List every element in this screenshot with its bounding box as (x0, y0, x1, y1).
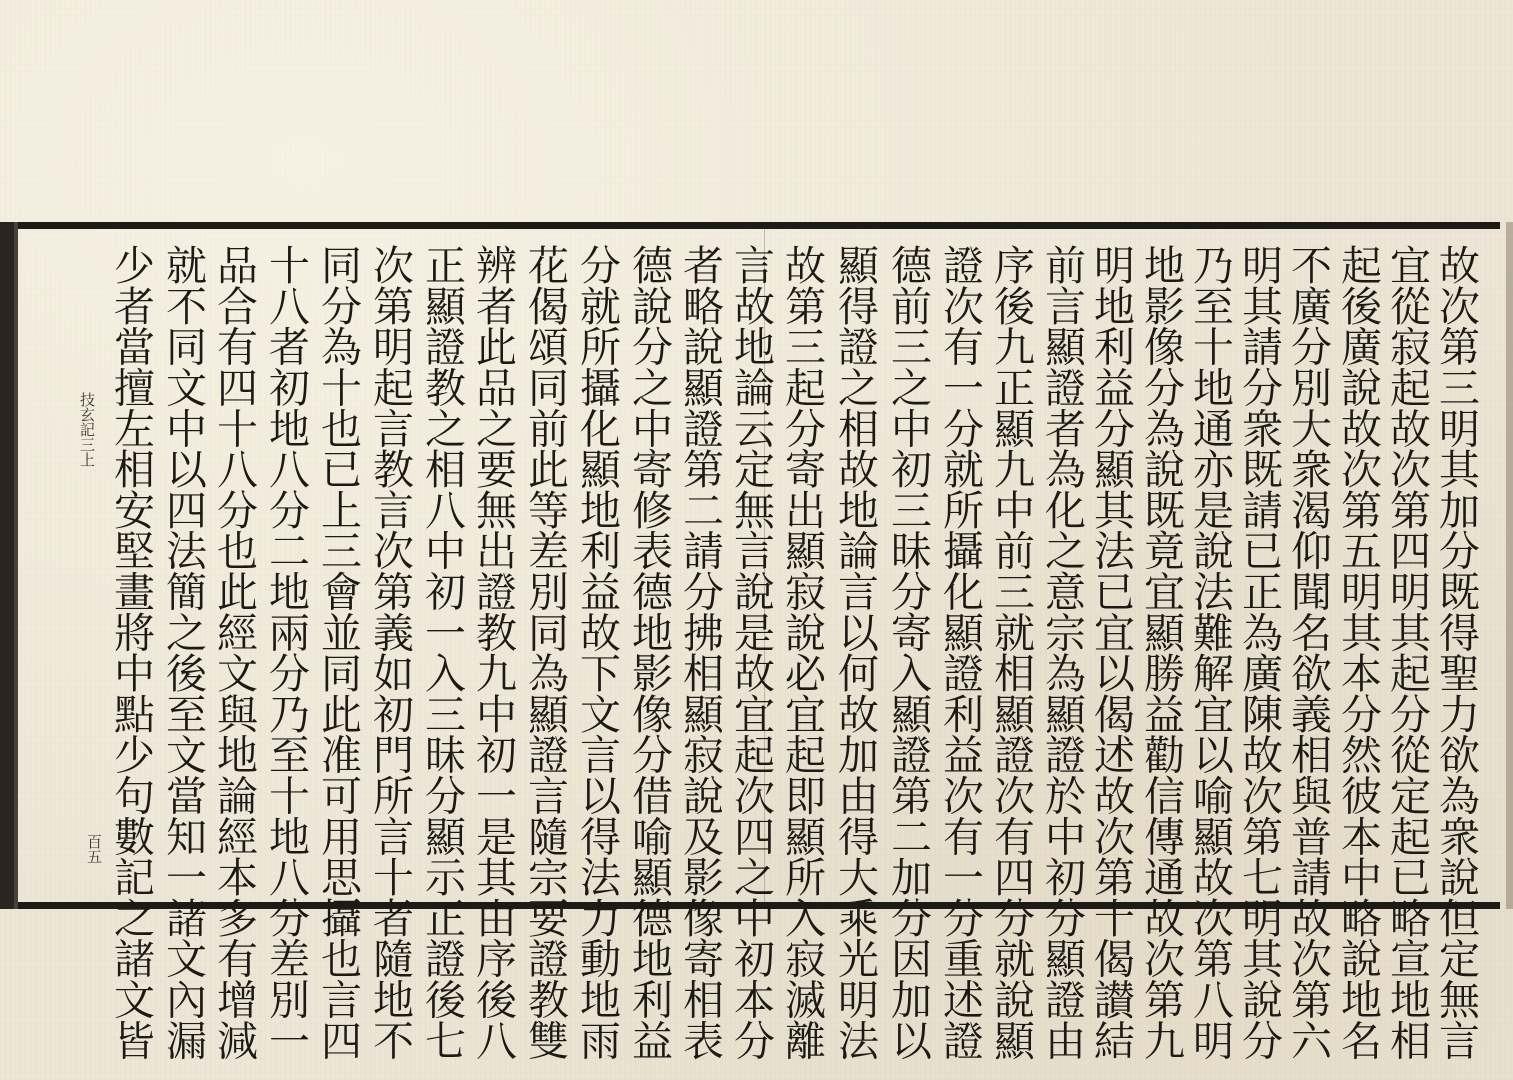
text-column-8: 明地利益分顯其法已宜以偈述故次第十偈讃結 (1087, 244, 1135, 1061)
text-column-1: 故次第三明其加分既得聖力欲為衆說但定無言 (1432, 244, 1480, 1061)
text-column-11: 證次有一分就所攝化顯證利益次有一分重述證 (936, 244, 984, 1061)
text-column-13: 顯得證之相故地論言以何故加由得大乘光明法 (831, 244, 879, 1061)
text-column-14: 故第三起分寄出顯寂說必宜起即顯所入寂滅離 (778, 244, 826, 1061)
text-column-17: 德說分之中寄修表德地影像分借喻顯德地利益 (625, 244, 673, 1061)
text-column-20: 辨者此品之要無出證教九中初一是其由序後八 (469, 244, 517, 1061)
text-column-3: 起後廣說故次第五明其本分然彼本中略說地名 (1334, 244, 1382, 1061)
left-border-line (0, 222, 24, 909)
text-column-4: 不廣分別大衆渴仰聞名欲義相與普請故次第六 (1284, 244, 1332, 1061)
text-column-24: 十八者初地八分二地兩分乃至十地八分差別一 (262, 244, 310, 1061)
text-column-21: 正顯證教之相八中初一入三昧分顯示正證後七 (418, 244, 466, 1061)
text-column-22: 次第明起言教言次第義如初門所言十者隨地不 (366, 244, 414, 1061)
text-column-5: 明其請分衆既請已正為廣陳故次第七明其說分 (1235, 244, 1283, 1061)
text-column-25: 品合有四十八分也此經文與地論經本多有增減 (210, 244, 258, 1061)
text-column-7: 地影像分為說既竟宜顯勝益勸信傳通故次第九 (1137, 244, 1185, 1061)
right-page-edge (1506, 222, 1513, 909)
text-column-19: 花偈頌同前此等差別同為顯證言隨宗要證教雙 (521, 244, 569, 1061)
text-column-9: 前言顯證者為化之意宗為顯證於中初分顯證由 (1038, 244, 1086, 1061)
text-column-10: 序後九正顯九中前三就相顯證次有四分就說顯 (987, 244, 1035, 1061)
text-column-18: 分就所攝化顯地利益故下文言以得法力動地雨 (573, 244, 621, 1061)
text-column-2: 宜從寂起故次第四明其起分從定起已略宣地相 (1383, 244, 1431, 1061)
margin-note-folio: 百五 (85, 834, 103, 864)
text-column-6: 乃至十地通亦是說法難解宜以喻顯故次第八明 (1186, 244, 1234, 1061)
text-column-12: 德前三之中初三昧分寄入顯證第二加分因加以 (884, 244, 932, 1061)
text-column-26: 就不同文中以四法簡之後至文當知一諸文內漏 (159, 244, 207, 1061)
top-border-line (18, 222, 1500, 229)
text-column-23: 同分為十也已上三會並同此准可用思攝也言四 (314, 244, 362, 1061)
margin-note-volume: 技玄記三上 (78, 392, 96, 467)
text-column-27: 少者當擅左相安堅畫將中點少句數記之諸文皆 (107, 244, 155, 1061)
text-column-16: 者略說顯證第二請分拂相顯寂說及影像寄相表 (676, 244, 724, 1061)
text-column-15: 言故地論云定無言說是故宜起次四之中初本分 (727, 244, 775, 1061)
